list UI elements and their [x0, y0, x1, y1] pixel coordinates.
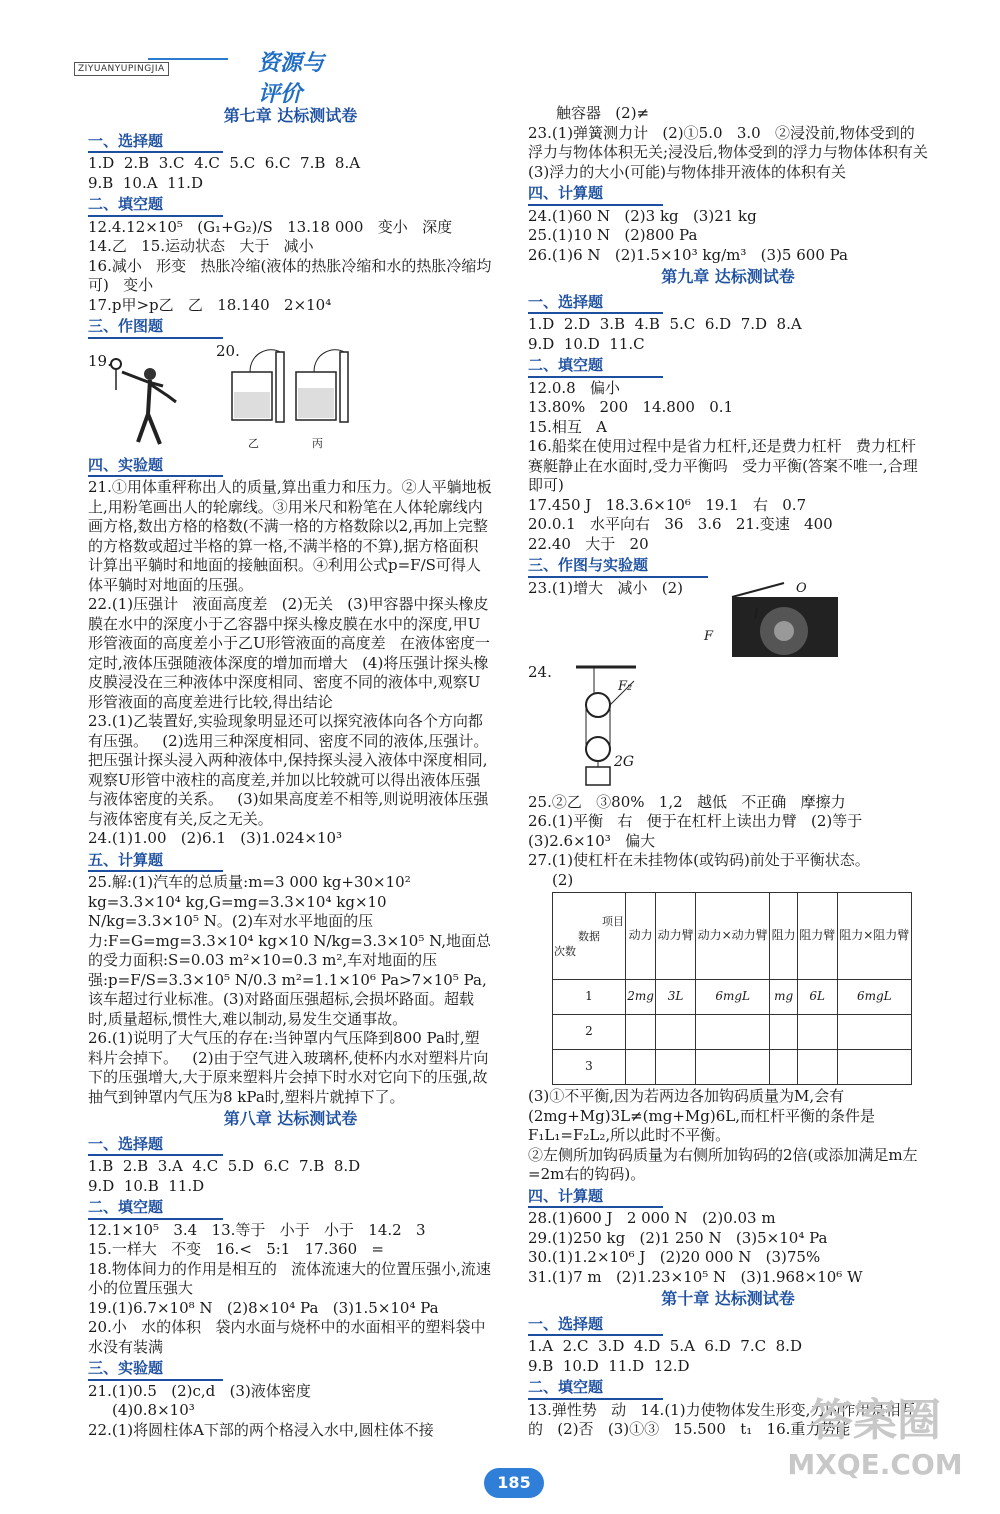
chapter-8-title: 第八章 达标测试卷	[223, 1109, 358, 1128]
watermark-text: 答案圈	[809, 1395, 941, 1446]
figure-label-l: l	[754, 606, 759, 622]
figure-19	[88, 352, 198, 452]
section-heading: 三、实验题	[88, 1359, 223, 1381]
answer-line: 24.(1)1.00 (2)6.1 (3)1.024×10³	[88, 829, 343, 847]
table-cell	[656, 1050, 696, 1085]
answer-line: 25.(1)10 N (2)800 Pa	[528, 226, 698, 244]
table-cell: 6mgL	[695, 980, 769, 1015]
figure-label-2G: 2G	[614, 753, 635, 770]
answer-line: 16.减小 形变 热胀冷缩(液体的热胀冷缩和水的热胀冷缩均可) 变小	[88, 256, 492, 294]
section-heading: 二、填空题	[88, 195, 223, 217]
answer-line: 12.1×10⁵ 3.4 13.等于 小于 小于 14.2 3	[88, 1220, 426, 1239]
answer-line: 9.B 10.D 11.D 12.D	[528, 1356, 690, 1375]
answer-paragraph: 23.(1)弹簧测力计 (2)①5.0 3.0 ②浸没前,物体受到的浮力与物体体积无关;浸没后,物体受到的浮力与物体体积有关 (3)浮力的大小(可能)与物体排开液体的体积有关	[528, 123, 943, 181]
corner-label: 项目	[602, 914, 624, 928]
answer-paragraph: ②左侧所加钩码质量为右侧所加钩码的2倍(或添加满足m左=2m右的钩码)。	[528, 1145, 918, 1183]
answer-line: 15.相互 A	[528, 417, 607, 436]
answer-line: 29.(1)250 kg (2)1 250 N (3)5×10⁴ Pa	[528, 1228, 828, 1247]
table-row	[553, 1050, 912, 1085]
answer-line: 23.(1)增大 减小 (2)	[528, 578, 683, 597]
table-header-cell: 阻力×阻力臂	[837, 893, 911, 980]
figure-label-F2: F₂	[618, 678, 633, 694]
table-header-cell: 动力臂	[656, 893, 696, 980]
table-cell-index: 2	[553, 1015, 626, 1050]
table-header-cell: 动力	[626, 893, 656, 980]
figure-label-yi: 乙	[248, 436, 259, 450]
table-header-cell: 阻力	[770, 893, 798, 980]
corner-label: 数据	[578, 929, 600, 943]
table-cell	[797, 1050, 837, 1085]
answer-line: 17.p甲>p乙 乙 18.140 2×10⁴	[88, 295, 332, 314]
figure-23-lever-wheel	[712, 579, 842, 659]
figure-20	[216, 342, 356, 452]
answer-line: 13.80% 200 14.800 0.1	[528, 398, 734, 416]
answer-line: 12.0.8 偏小	[528, 378, 621, 397]
answer-line: 1.B 2.B 3.A 4.C 5.D 6.C 7.B 8.D	[88, 1157, 361, 1175]
question-24-block	[528, 663, 928, 793]
lever-data-table-wrap	[552, 892, 928, 1085]
figure-label-O: O	[796, 580, 807, 596]
section-heading: 四、实验题	[88, 456, 223, 478]
table-cell: 3L	[656, 980, 696, 1015]
answer-line: 20.0.1 水平向右 36 3.6 21.变速 400	[528, 515, 833, 533]
answer-paragraph: (3)①不平衡,因为若两边各加钩码质量为M,会有(2mg+Mg)3L≠(mg+Mg)6L,而杠杆平衡的条件是F₁L₁=F₂L₂,所以此时不平衡。	[528, 1087, 876, 1144]
answer-line: (2)	[552, 870, 574, 889]
answer-line: 15.一样大 不变 16.< 5:1 17.360 =	[88, 1240, 384, 1258]
section-heading: 一、选择题	[528, 293, 663, 315]
answer-paragraph: 16.船桨在使用过程中是省力杠杆,还是费力杠杆 费力杠杆 赛艇静止在水面时,受力平衡吗 受力平衡(答案不唯一,合理即可)	[528, 437, 931, 494]
table-cell	[695, 1015, 769, 1050]
figure-19-athlete-drawing	[108, 352, 198, 452]
answer-line: 1.A 2.C 3.D 4.D 5.A 6.D 7.C 8.D	[528, 1337, 802, 1355]
table-cell-index: 3	[553, 1050, 626, 1085]
table-header-row	[553, 893, 912, 980]
table-cell	[837, 1050, 911, 1085]
right-column	[528, 104, 943, 1440]
section-heading: 四、计算题	[528, 1187, 663, 1209]
answer-paragraph: 21.①用体重秤称出人的质量,算出重力和压力。②人平躺地板上,用粉笔画出人的轮廓线。③用米尺和粉笔在人体轮廓线内画方格,数出方格的格数(不满一格的方格数除以2,再加上完整的方格数或超过半格的算一格,不满半格的不算),据方格面积计算出平躺时和地面的接触面积。④利用公式p=F/S可得人体平躺时对地面的压强。	[88, 478, 492, 594]
figure-label: 20.	[216, 341, 240, 360]
answer-line: 22.40 大于 20	[528, 534, 649, 553]
answer-line: 12.4.12×10⁵ (G₁+G₂)/S 13.18 000 变小 深度	[88, 217, 453, 236]
section-heading: 二、填空题	[528, 356, 663, 378]
answer-line: 26.(1)6 N (2)1.5×10³ kg/m³ (3)5 600 Pa	[528, 245, 848, 264]
answer-line: 17.450 J 18.3.6×10⁶ 19.1 右 0.7	[528, 495, 807, 514]
section-heading: 五、计算题	[88, 851, 223, 873]
answer-line: (4)0.8×10³	[112, 1401, 195, 1419]
figure-label-F: F	[704, 628, 714, 644]
table-cell: 6L	[797, 980, 837, 1015]
answer-line: 9.B 10.A 11.D	[88, 173, 203, 192]
table-row	[553, 980, 912, 1015]
table-cell	[626, 1015, 656, 1050]
section-heading: 三、作图题	[88, 317, 223, 339]
table-cell	[770, 1015, 798, 1050]
table-cell	[656, 1015, 696, 1050]
answer-line: 触容器 (2)≠	[556, 104, 650, 122]
figure-label: 19.	[88, 351, 112, 370]
answer-line: 22.(1)将圆柱体A下部的两个格浸入水中,圆柱体不接	[88, 1420, 434, 1439]
answer-line: 21.(1)0.5 (2)c,d (3)液体密度	[88, 1381, 311, 1400]
table-cell	[797, 1015, 837, 1050]
answer-paragraph: 26.(1)说明了大气压的存在:当钟罩内气压降到800 Pa时,塑料片会掉下。 (2)由于空气进入玻璃杯,使杯内水对塑料片向下的压强增大,大于原来塑料片会掉下时水对它向下的压强,故抽气到钟罩内气压为8 kPa时,塑料片就掉下了。	[88, 1029, 489, 1106]
figure-label-bing: 丙	[312, 436, 323, 450]
header-logo	[70, 44, 340, 107]
answer-line: 18.物体间力的作用是相互的 流体流速大的位置压强小,流速小的位置压强大	[88, 1259, 491, 1297]
left-column	[88, 104, 493, 1440]
brand-subtitle: ZIYUANYUPINGJIA	[74, 62, 169, 76]
table-header-cell: 动力×动力臂	[695, 893, 769, 980]
answer-line: 1.D 2.B 3.C 4.C 5.C 6.C 7.B 8.A	[88, 154, 361, 172]
table-cell: 2mg	[626, 980, 656, 1015]
answer-line: 25.②乙 ③80% 1,2 越低 不正确 摩擦力	[528, 792, 846, 811]
section-heading: 一、选择题	[88, 132, 223, 154]
page-number: 185	[484, 1468, 544, 1498]
table-cell	[626, 1050, 656, 1085]
section-heading: 三、作图与实验题	[528, 556, 708, 578]
lever-data-table	[552, 892, 912, 1085]
chapter-7-title: 第七章 达标测试卷	[223, 106, 358, 125]
answer-paragraph: 13.弹性势 动 14.(1)力使物体发生形变,力的作用是相互的 (2)否 (3)①③ 15.500 t₁ 16.重力势能	[528, 1400, 916, 1438]
section-heading: 一、选择题	[88, 1135, 223, 1157]
section-heading: 二、填空题	[528, 1378, 663, 1400]
answer-line: 28.(1)600 J 2 000 N (2)0.03 m	[528, 1209, 776, 1227]
table-header-cell: 阻力臂	[797, 893, 837, 980]
chapter-9-title: 第九章 达标测试卷	[661, 267, 795, 286]
table-cell: 6mgL	[837, 980, 911, 1015]
answer-paragraph: 22.(1)压强计 液面高度差 (2)无关 (3)甲容器中探头橡皮膜在水中的深度小于乙容器中探头橡皮膜在水中的深度,甲U形管液面的高度差小于乙U形管液面的高度差 在液体密度一定时,液体压强随液体深度的增加而增大 (4)将压强计探头橡皮膜浸没在三种液体中深度相同、密度不同的液体中,观察U形管液面的高度差进行比较,得出结论	[88, 595, 490, 711]
answer-paragraph: 23.(1)乙装置好,实验现象明显还可以探究液体向各个方向都有压强。 (2)选用三种深度相同、密度不同的液体,压强计。把压强计探头浸入两种液体中,保持探头浸入液体中深度相同,观察U形管中液柱的高度差,并加以比较就可以得出液体压强与液体密度的关系。 (3)如果高度差不相等,则说明液体压强与液体密度有关,反之无关。	[88, 712, 489, 828]
table-cell: mg	[770, 980, 798, 1015]
table-row	[553, 1015, 912, 1050]
section-heading: 四、计算题	[528, 184, 663, 206]
corner-label: 次数	[554, 944, 576, 958]
table-cell	[695, 1050, 769, 1085]
answer-line: 24.(1)60 N (2)3 kg (3)21 kg	[528, 206, 757, 225]
brand-arrow-icon	[148, 58, 228, 60]
answer-line: 1.D 2.D 3.B 4.B 5.C 6.D 7.D 8.A	[528, 315, 802, 333]
figure-24-pulley	[572, 663, 662, 793]
answer-line: 31.(1)7 m (2)1.23×10⁵ N (3)1.968×10⁶ W	[528, 1267, 863, 1286]
table-cell	[770, 1050, 798, 1085]
watermark-logo	[770, 1384, 980, 1494]
figures-row	[88, 342, 493, 452]
answer-paragraph: 26.(1)平衡 右 便于在杠杆上读出力臂 (2)等于 (3)2.6×10³ 偏大	[528, 812, 877, 850]
answer-paragraph: 25.解:(1)汽车的总质量:m=3 000 kg+30×10² kg=3.3×10⁴ kg,G=mg=3.3×10⁴ kg×10 N/kg=3.3×10⁵ N。(2)车对水平地面的压力:F=G=mg=3.3×10⁴ kg×10 N/kg=3.3×10⁵ N,地面总的受力面积:S=0.03 m²×10=0.3 m²,车对地面的压强:p=F/S=3.3×10⁵ N/0.3 m²=1.1×10⁶ Pa>7×10⁵ Pa,该车超过行业标准。(3)对路面压强超标,会损坏路面。超载时,质量超标,惯性大,难以制动,易发生交通事故。	[88, 873, 492, 1028]
answer-line: 24.	[528, 662, 552, 681]
question-23-block	[528, 579, 928, 663]
answer-line: 19.(1)6.7×10⁸ N (2)8×10⁴ Pa (3)1.5×10⁴ Pa	[88, 1298, 439, 1317]
chapter-10-title: 第十章 达标测试卷	[661, 1289, 795, 1308]
brand-title: 资源与评价	[258, 51, 325, 107]
answer-line: 14.乙 15.运动状态 大于 减小	[88, 237, 314, 255]
answer-line: 9.D 10.B 11.D	[88, 1176, 205, 1195]
answer-line: 20.小 水的体积 袋内水面与烧杯中的水面相平的塑料袋中水没有装满	[88, 1318, 486, 1356]
section-heading: 一、选择题	[528, 1315, 663, 1337]
watermark-url: MXQE.COM	[787, 1448, 963, 1481]
table-corner-cell	[553, 893, 626, 980]
table-cell	[837, 1015, 911, 1050]
figure-20-beakers-drawing	[230, 342, 350, 432]
answer-line: 30.(1)1.2×10⁶ J (2)20 000 N (3)75%	[528, 1248, 821, 1266]
answer-line: 27.(1)使杠杆在未挂物体(或钩码)前处于平衡状态。	[528, 851, 870, 869]
answer-line: 9.D 10.D 11.C	[528, 334, 645, 353]
section-heading: 二、填空题	[88, 1198, 223, 1220]
table-cell-index: 1	[553, 980, 626, 1015]
